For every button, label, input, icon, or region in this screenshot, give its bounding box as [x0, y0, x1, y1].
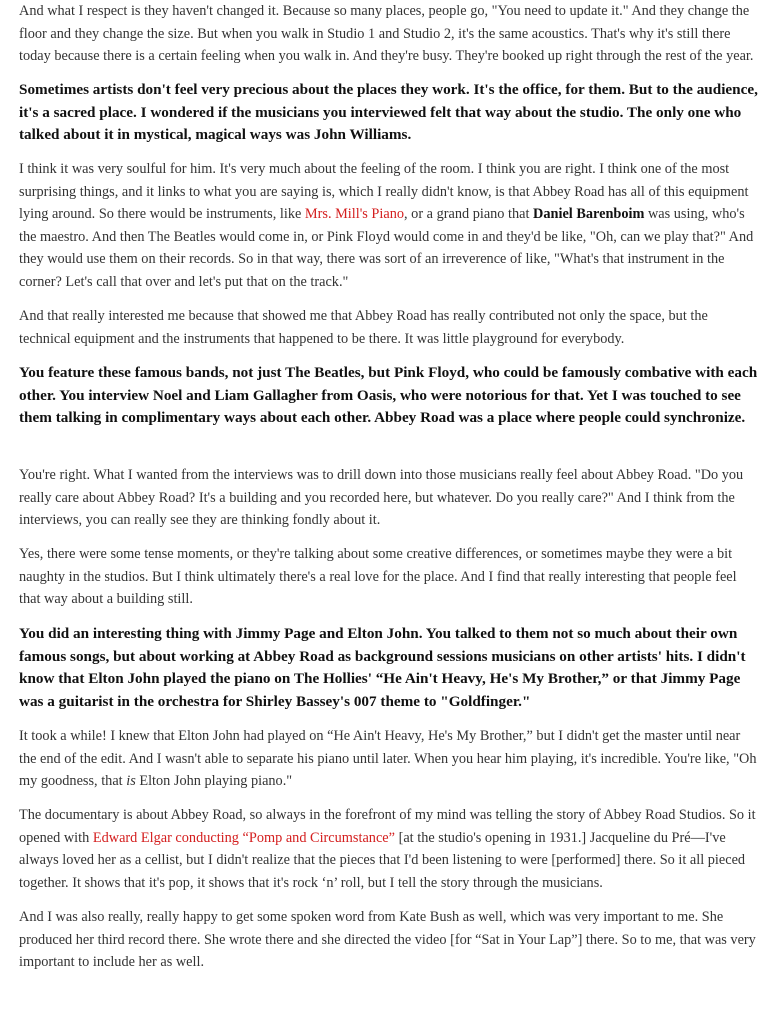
paragraph-text: You feature these famous bands, not just The Beatles, but Pink Floyd, who could be famously combative with each other. You interview Noel and Liam Gallagher from Oasis, who were notorious for that. Yet I was touched to see them talking in complimentary ways about each other. Abbey Road was a place where people could synchronize. [19, 364, 758, 426]
emphasis-text: is [126, 773, 136, 789]
bold-name: Daniel Barenboim [533, 206, 645, 222]
paragraph-text: You're right. What I wanted from the interviews was to drill down into those musicians really feel about Abbey Road. "Do you really care about Abbey Road? It's a building and you recorded here, but whatever. Do you really care?" And I think from the interviews, you can really see they are thinking fondly about it. [19, 467, 744, 528]
paragraph-text: Elton John playing piano." [135, 773, 293, 789]
paragraph-text: I think it was very soulful for him. It's very much about the feeling of the room. I think you are right. I think one of the most surprising things, and it links to what you are saying is, which I really didn't know, is that Abbey Road has all of this equipment lying around. So there would be instruments, like [19, 161, 749, 222]
paragraph-text: The documentary is about Abbey Road, so always in the forefront of my mind was telling the story of Abbey Road Studios. So it opened with [19, 807, 756, 846]
interview-question [19, 623, 761, 713]
paragraph-text: [at the studio's opening in 1931.] Jacqueline du Pré—I've always loved her as a cellist, but I didn't realize that the pieces that I'd been listening to were [performed] there. So it all pieced together. It shows that it's pop, it shows that it's rock ‘n’ roll, but I tell the story through the musicians. [19, 829, 746, 891]
interview-answer [19, 305, 761, 350]
interview-answer [19, 725, 761, 793]
paragraph-text: And what I respect is they haven't changed it. Because so many places, people go, "You need to update it." And they change the floor and they change the size. But when you walk in Studio 1 and Studio 2, it's the same acoustics. That's why it's still there today because there is a certain feeling when you walk in. And they're busy. They're booked up right through the rest of the year. [19, 3, 754, 64]
interview-answer [19, 906, 761, 974]
interview-answer [19, 464, 761, 532]
paragraph-text: was using, who's the maestro. And then The Beatles would come in, or Pink Floyd would come in and they'd be like, "Oh, can we play that?" And they would use them on their records. So in that way, there was sort of an irreverence of like, "What's that instrument in the corner? Let's call that over and let's put that on the track." [19, 206, 754, 290]
paragraph-text: Yes, there were some tense moments, or they're talking about some creative differences, or sometimes maybe they were a bit naughty in the studios. But I think ultimately there's a real love for the place. And I find that really interesting that people feel that way about a building still. [19, 546, 737, 607]
interview-answer [19, 804, 761, 894]
paragraph-text: It took a while! I knew that Elton John had played on “He Ain't Heavy, He's My Brother,” but I didn't get the master until near the end of the edit. And I wasn't able to separate his piano until later. When you hear him playing, it's incredible. You're like, "Oh my goodness, that [19, 728, 757, 789]
interview-answer [19, 158, 761, 293]
paragraph-text: And I was also really, really happy to get some spoken word from Kate Bush as well, which was very important to me. She produced her third record there. She wrote there and she directed the video [for “Sat in Your Lap”] there. So to me, that was very important to include her as well. [19, 909, 756, 970]
interview-question [19, 79, 761, 147]
interview-answer [19, 543, 761, 611]
interview-question [19, 362, 761, 430]
paragraph-text: You did an interesting thing with Jimmy Page and Elton John. You talked to them not so much about their own famous songs, but about working at Abbey Road as background sessions musicians on other artists' hits. I didn't know that Elton John played the piano on The Hollies' “He Ain't Heavy, He's My Brother,” or that Jimmy Page was a guitarist in the orchestra for Shirley Bassey's 007 theme to "Goldfinger." [19, 625, 746, 710]
paragraph-text: , or a grand piano that [404, 206, 534, 222]
interview-answer [19, 0, 761, 68]
article-link[interactable]: Edward Elgar conducting “Pomp and Circumstance” [92, 829, 395, 846]
paragraph-text: And that really interested me because that showed me that Abbey Road has really contributed not only the space, but the technical equipment and the instruments that happened to be there. It was little playground for everybody. [19, 308, 708, 347]
article-link[interactable]: Mrs. Mill's Piano [304, 206, 405, 222]
paragraph-text: Sometimes artists don't feel very precious about the places they work. It's the office, for them. But to the audience, it's a sacred place. I wondered if the musicians you interviewed felt that way about the studio. The only one who talked about it in mystical, magical ways was John Williams. [19, 81, 758, 143]
